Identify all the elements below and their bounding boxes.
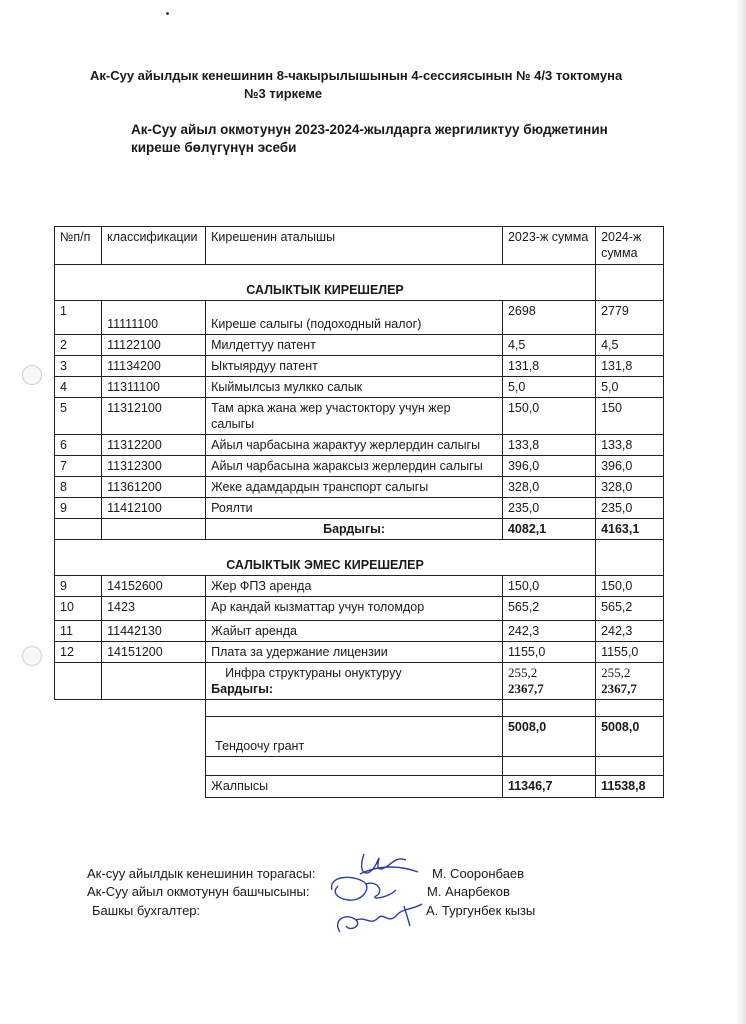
table-row [55,576,664,597]
section-row [55,265,664,301]
punch-hole [22,365,42,385]
amount-2023: 1155,0 [502,642,595,663]
table-row [55,356,664,377]
grand-total-row [55,776,664,798]
handwritten-signatures [326,846,436,938]
amount-2024: 242,3 [596,621,664,642]
amount-2024: 1155,0 [596,642,664,663]
classification-code: 11361200 [102,477,206,498]
row-number: 8 [55,477,102,498]
column-header: Кирешенин аталышы [206,227,503,265]
amount-2024: 565,2 [596,597,664,621]
amount-2023: 5,0 [502,377,595,398]
grant-2023: 5008,0 [502,717,595,757]
classification-code: 11412100 [102,498,206,519]
document-title: Ак-Суу айыл окмотунун 2023-2024-жылдарга жергиликтуу бюджетинин киреше бөлүгүнүн эсеби [131,122,608,155]
column-header: 2024-ж сумма [596,227,664,265]
table-row [55,498,664,519]
classification-code: 11134200 [102,356,206,377]
amount-2024: 396,0 [596,456,664,477]
grant-label: Тендоочу грант [206,717,503,757]
amount-2023: 235,0 [502,498,595,519]
infra-subtotal-row [55,663,664,700]
amount-2023: 150,0 [502,398,595,435]
infra-2023: 255,2 [507,665,538,680]
amount-2024: 150 [596,398,664,435]
amount-2024: 4,5 [596,335,664,356]
amount-2024: 133,8 [596,435,664,456]
row-number: 6 [55,435,102,456]
amount-2023: 2698 [502,301,595,335]
amount-2023: 565,2 [502,597,595,621]
revenue-name: Айыл чарбасына жарактуу жерлердин салыгы [206,435,503,456]
signer-name: М. Анарбеков [427,884,510,899]
column-header: 2023-ж сумма [502,227,595,265]
row-number: 9 [55,576,102,597]
row-number: 12 [55,642,102,663]
signer-name: М. Сооронбаев [432,866,525,881]
table-row [55,621,664,642]
section-row [55,540,664,576]
punch-hole [22,646,42,666]
table-row [55,642,664,663]
table-row [55,477,664,498]
classification-code: 11311100 [102,377,206,398]
amount-2024: 131,8 [596,356,664,377]
classification-code: 11312100 [102,398,206,435]
revenue-name: Айыл чарбасына жараксыз жерлердин салыгы [206,456,503,477]
table-header-row [55,227,664,265]
speck [166,12,169,15]
grand-total-label: Жалпысы [206,776,503,798]
revenue-table [54,226,664,798]
table-row [55,435,664,456]
grant-2024: 5008,0 [596,717,664,757]
empty-row [55,700,664,717]
signer-role: Ак-Суу айыл окмотунун башчысыны: [87,884,310,899]
revenue-name: Кыймылсыз мулкко салык [206,377,503,398]
revenue-name: Плата за удержание лицензии [206,642,503,663]
revenue-name: Там арка жана жер участоктору учун жер салыгы [206,398,503,435]
revenue-name: Жер ФПЗ аренда [206,576,503,597]
subtotal-label: Бардыгы: [211,682,274,696]
subtotal-label: Бардыгы: [206,519,503,540]
amount-2023: 242,3 [502,621,595,642]
classification-code: 11442130 [102,621,206,642]
subtotal-2024: 2367,7 [601,681,637,696]
row-number: 4 [55,377,102,398]
table-row [55,597,664,621]
amount-2024: 2779 [596,301,664,335]
signer-role: Башкы бухгалтер: [92,903,201,918]
classification-code: 11122100 [102,335,206,356]
amount-2024: 328,0 [596,477,664,498]
row-number: 10 [55,597,102,621]
page-edge-shadow [736,0,746,1024]
subtotal-2024: 4163,1 [596,519,664,540]
signer-name: А. Тургунбек кызы [426,903,536,918]
grand-total-2023: 11346,7 [502,776,595,798]
table-row [55,377,664,398]
classification-code: 14151200 [102,642,206,663]
classification-code: 1423 [102,597,206,621]
row-number: 1 [55,301,102,335]
subtotal-row [55,519,664,540]
amount-2023: 396,0 [502,456,595,477]
column-header: №п/п [55,227,102,265]
table-row [55,335,664,356]
grant-row [55,717,664,757]
revenue-name: Милдеттуу патент [206,335,503,356]
section-title: САЛЫКТЫК ЭМЕС КИРЕШЕЛЕР [55,540,596,576]
subtotal-2023: 4082,1 [502,519,595,540]
classification-code: 11312300 [102,456,206,477]
row-number: 5 [55,398,102,435]
revenue-name: Ыктыярдуу патент [206,356,503,377]
revenue-name: Жеке адамдардын транспорт салыгы [206,477,503,498]
amount-2024: 5,0 [596,377,664,398]
classification-code: 11111100 [102,301,206,335]
row-number: 3 [55,356,102,377]
revenue-name: Жайыт аренда [206,621,503,642]
empty-row [55,757,664,776]
table-row [55,301,664,335]
table-row [55,456,664,477]
classification-code: 11312200 [102,435,206,456]
amount-2023: 4,5 [502,335,595,356]
amount-2023: 131,8 [502,356,595,377]
amount-2023: 133,8 [502,435,595,456]
amount-2023: 328,0 [502,477,595,498]
table-row [55,398,664,435]
revenue-name: Ар кандай кызматтар учун толомдор [206,597,503,621]
signer-role: Ак-суу айылдык кенешинин торагасы: [87,866,316,881]
grand-total-2024: 11538,8 [596,776,664,798]
row-number: 7 [55,456,102,477]
resolution-reference: Ак-Суу айылдык кенешинин 8-чакырылышынын 4-сессиясынын № 4/3 токтомуна [90,68,623,83]
subtotal-2023: 2367,7 [507,681,544,696]
infra-2024: 255,2 [601,665,631,680]
row-number: 11 [55,621,102,642]
column-header: классификации [102,227,206,265]
amount-2024: 150,0 [596,576,664,597]
revenue-name: Роялти [206,498,503,519]
infra-label: Инфра структураны онуктуруу [225,666,402,680]
section-title: САЛЫКТЫК КИРЕШЕЛЕР [55,265,596,301]
classification-code: 14152600 [102,576,206,597]
revenue-name: Киреше салыгы (подоходный налог) [206,301,503,335]
amount-2023: 150,0 [502,576,595,597]
appendix-number: №3 тиркеме [244,86,323,101]
row-number: 9 [55,498,102,519]
amount-2024: 235,0 [596,498,664,519]
row-number: 2 [55,335,102,356]
